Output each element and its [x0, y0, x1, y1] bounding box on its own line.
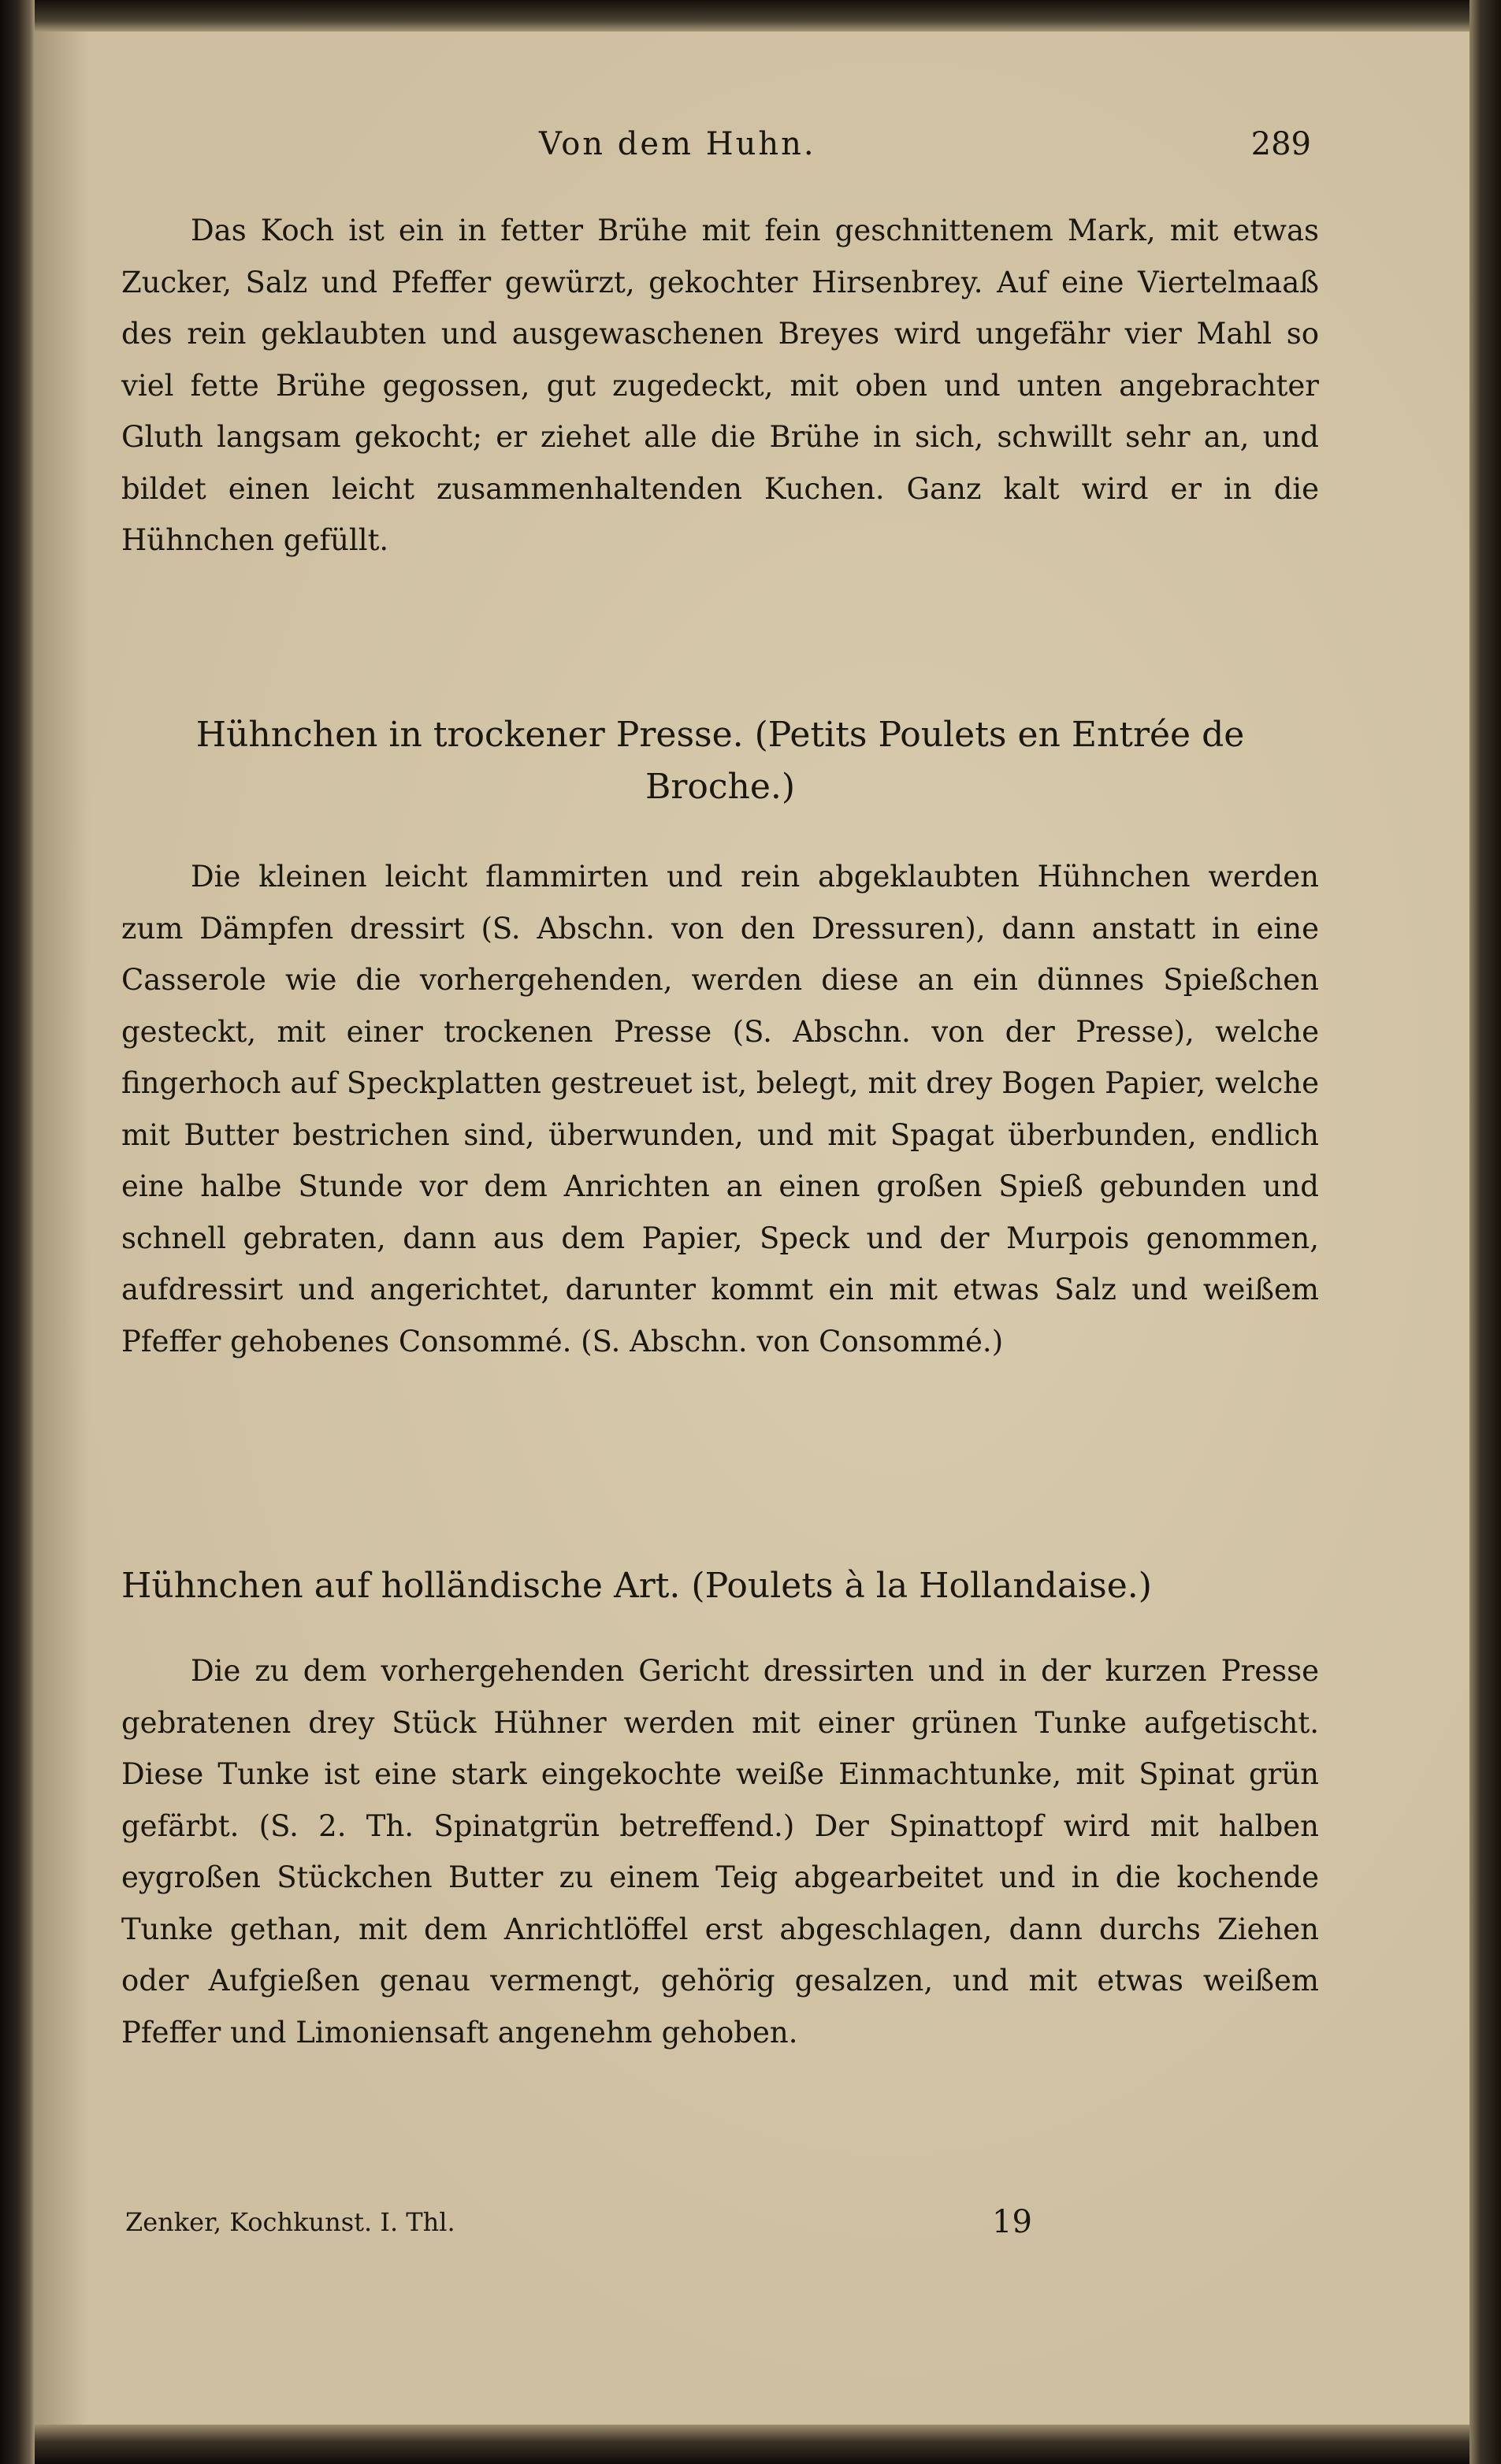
section-heading-dry-press: Hühnchen in trockener Presse. (Petits Poulets en Entrée de Broche.)	[195, 715, 1245, 807]
scan-edge-right	[1469, 0, 1501, 2464]
page-header	[129, 117, 1311, 172]
paragraph-dry-press-recipe: Die kleinen leicht flammirten und rein abgeklaubten Hühnchen werden zum Dämpfen dressirt (S. Abschn. von den Dressuren), dann anstatt in eine Casserole wie die vorhergehenden, werden diese an ein dünnes Spießchen gesteckt, mit einer trockenen Presse (S. Abschn. von der Presse), welche fingerhoch auf Speckplatten gestreuet ist, belegt, mit drey Bogen Papier, welche mit Butter bestrichen sind, überwunden, und mit Spagat überbunden, endlich eine halbe Stunde vor dem Anrichten an einen großen Spieß gebunden und schnell gebraten, dann aus dem Papier, Speck und der Murpois genommen, aufdressirt und angerichtet, darunter kommt ein mit etwas Salz und weißem Pfeffer gehobenes Consommé. (S. Abschn. von Consommé.)	[121, 860, 1319, 1358]
signature-mark: 19	[992, 2204, 1032, 2240]
book-page	[35, 32, 1469, 2425]
page-footer	[125, 2195, 1323, 2250]
scan-edge-top	[35, 0, 1469, 32]
paragraph-stuffing-recipe: Das Koch ist ein in fetter Brühe mit fein geschnittenem Mark, mit etwas Zucker, Salz und Pfeffer gewürzt, gekochter Hirsenbrey. Auf eine Viertelmaaß des rein geklaubten und ausgewaschenen Breyes wird ungefähr vier Mahl so viel fette Brühe gegossen, gut zugedeckt, mit oben und unten angebrachter Gluth langsam gekocht; er ziehet alle die Brühe in sich, schwillt sehr an, und bildet einen leicht zusammenhaltenden Kuchen. Ganz kalt wird er in die Hühnchen gefüllt.	[121, 214, 1319, 557]
paragraph-hollandaise-recipe: Die zu dem vorhergehenden Gericht dressirten und in der kurzen Presse gebratenen drey Stück Hühner werden mit einer grünen Tunke aufgetischt. Diese Tunke ist eine stark eingekochte weiße Einmachtunke, mit Spinat grün gefärbt. (S. 2. Th. Spinatgrün betreffend.) Der Spinattopf wird mit halben eygroßen Stückchen Butter zu einem Teig abgearbeitet und in die kochende Tunke gethan, mit dem Anrichtlöffel erst abgeschlagen, dann durchs Ziehen oder Aufgießen genau vermengt, gehörig gesalzen, und mit etwas weißem Pfeffer und Limoniensaft angenehm gehoben.	[121, 1654, 1319, 2050]
scan-edge-bottom	[35, 2425, 1469, 2464]
section-heading-hollandaise: Hühnchen auf holländische Art. (Poulets à la Hollandaise.)	[121, 1566, 1152, 1606]
running-head: Von dem Huhn.	[539, 126, 816, 162]
page-number: 289	[1250, 126, 1311, 162]
signature-line: Zenker, Kochkunst. I. Thl.	[125, 2207, 455, 2237]
scan-edge-left	[0, 0, 35, 2464]
